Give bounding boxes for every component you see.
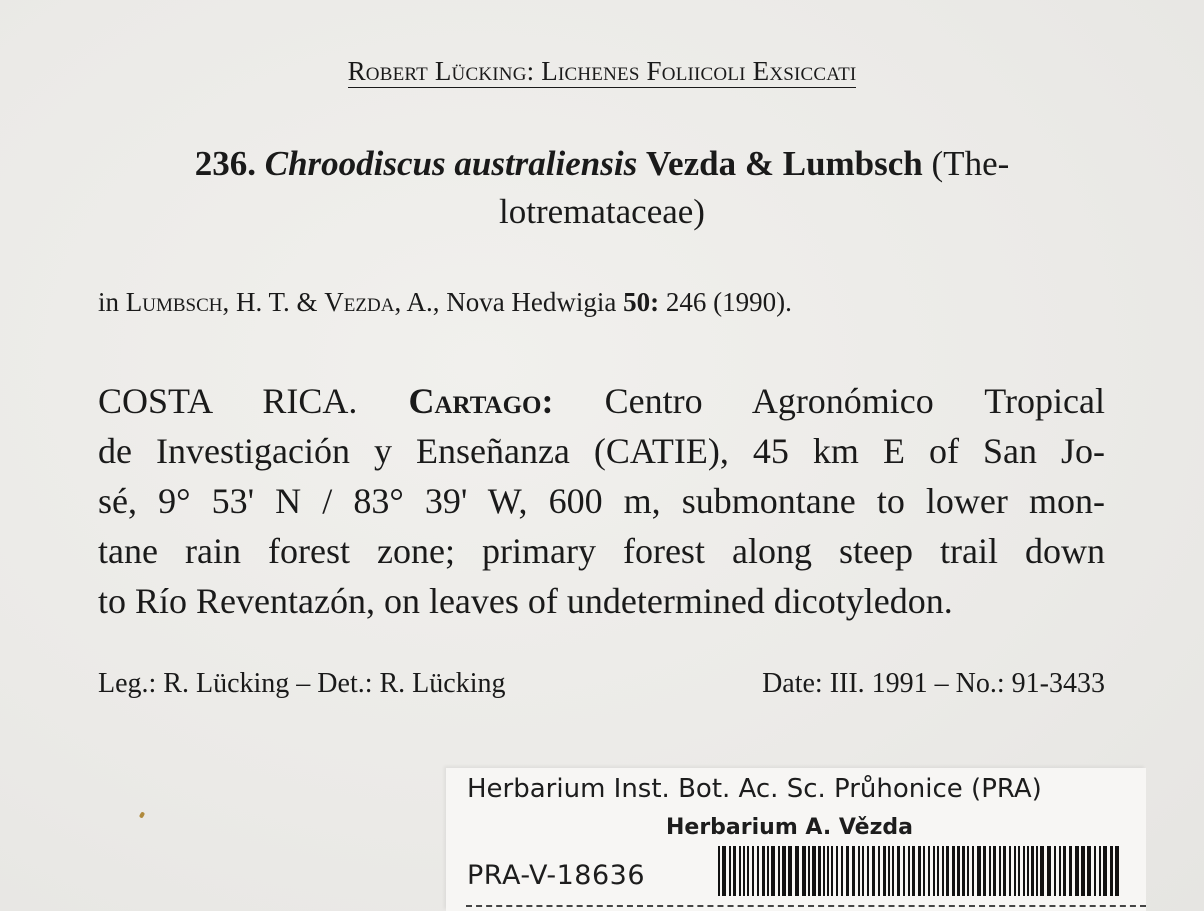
herbarium-label — [446, 768, 1146, 911]
barcode — [718, 846, 1128, 896]
herbarium-collection: Herbarium A. Vězda — [666, 815, 914, 840]
family-name-part1: (The- — [931, 144, 1010, 183]
family-name-part2: lotremataceae) — [499, 192, 705, 231]
literature-citation — [98, 287, 792, 318]
locality-country: COSTA RICA. — [98, 381, 409, 421]
locality-line-1-rest: Centro Agronómico Tropical — [553, 381, 1105, 421]
locality-line-5: to Río Reventazón, on leaves of undetermined dicotyledon. — [98, 581, 953, 621]
exsiccata-number: 236. — [194, 144, 256, 183]
citation-journal: , A., Nova Hedwigia — [394, 287, 624, 317]
locality-line-3: sé, 9° 53' N / 83° 39' W, 600 m, submontane to lower mon- — [98, 481, 1105, 521]
citation-author1: Lumbsch — [125, 287, 223, 317]
species-authors: Vezda & Lumbsch — [645, 144, 923, 183]
specimen-code: PRA-V-18636 — [467, 860, 646, 891]
locality-line-2: de Investigación y Enseñanza (CATIE), 45 km E of San Jo- — [98, 431, 1105, 471]
paper-speck — [139, 811, 145, 818]
citation-pages: 246 (1990). — [659, 287, 792, 317]
species-title — [60, 140, 1144, 236]
locality-description — [98, 376, 1105, 626]
series-header-text: Robert Lücking: Lichenes Foliicoli Exsiccati — [347, 56, 857, 86]
citation-mid1: , H. T. & — [222, 287, 325, 317]
series-header — [0, 56, 1204, 87]
citation-volume: 50: — [623, 287, 660, 317]
herbarium-institution: Herbarium Inst. Bot. Ac. Sc. Průhonice (PRA) — [467, 774, 1042, 804]
collector-determiner: Leg.: R. Lücking – Det.: R. Lücking — [98, 668, 506, 699]
date-and-number: Date: III. 1991 – No.: 91-3433 — [762, 668, 1105, 699]
cut-line — [466, 905, 1146, 907]
locality-line-1 — [98, 376, 1105, 426]
locality-line-4: tane rain forest zone; primary forest along steep trail down — [98, 531, 1105, 571]
species-binomial: Chroodiscus australiensis — [264, 144, 638, 183]
citation-prefix: in — [98, 287, 126, 317]
locality-province: Cartago: — [408, 381, 554, 421]
citation-author2: Vezda — [324, 287, 395, 317]
